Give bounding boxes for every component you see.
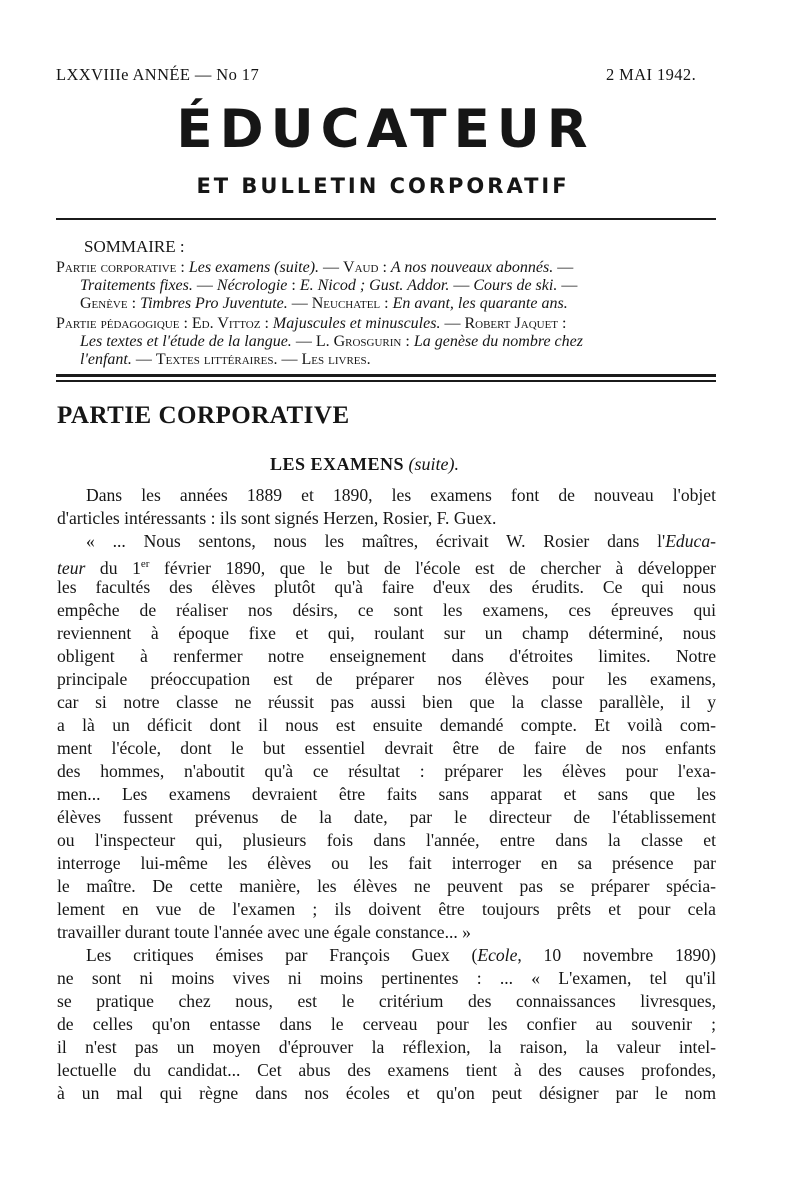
body-line: à un mal qui règne dans nos écoles et qu'on peut désigner par le nom	[57, 1083, 716, 1103]
body-line: se pratique chez nous, est le critérium des connaissances livresques,	[57, 991, 716, 1011]
issue-number: LXXVIIIe ANNÉE — No 17	[56, 65, 260, 84]
double-rule-top	[56, 374, 716, 377]
body-line: des hommes, n'aboutit qu'à ce résultat : préparer les élèves pour l'exa-	[57, 761, 716, 781]
body-line: de celles qu'on entasse dans le cerveau pour les confier au souvenir ;	[57, 1014, 716, 1034]
body-line: le maître. De cette manière, les élèves ne peuvent pas se préparer spécia-	[57, 876, 716, 896]
body-line: teur du 1er février 1890, que le but de l'école est de chercher à développer	[57, 557, 717, 578]
sommaire-line: Partie pédagogique : Ed. Vittoz : Majuscules et minuscules. — Robert Jaquet :	[56, 315, 567, 332]
article-title-suffix: (suite).	[408, 454, 460, 474]
body-line: interroge lui-même les élèves ou les fait interroger en sa présence par	[57, 853, 716, 873]
sommaire-heading: SOMMAIRE :	[84, 237, 185, 256]
body-line: Dans les années 1889 et 1890, les examens font de nouveau l'objet	[86, 485, 716, 505]
article-title-text: LES EXAMENS	[270, 454, 405, 474]
body-line: a là un déficit dont il nous est ensuite demandé compte. Et voilà com-	[57, 715, 716, 735]
body-line: Les critiques émises par François Guex (Ecole, 10 novembre 1890)	[86, 945, 716, 965]
sommaire-line: Genève : Timbres Pro Juventute. — Neuchatel : En avant, les quarante ans.	[80, 295, 568, 312]
body-line: élèves fussent prévenus de la date, par le directeur de l'établissement	[57, 807, 716, 827]
masthead-subtitle: ET BULLETIN CORPORATIF	[196, 174, 570, 198]
sommaire-line: Partie corporative : Les examens (suite). — Vaud : A nos nouveaux abonnés. —	[56, 259, 574, 276]
section-title: PARTIE CORPORATIVE	[57, 402, 350, 429]
body-line: lectuelle du candidat... Cet abus des examens tient à des causes profondes,	[57, 1060, 716, 1080]
sommaire-line: l'enfant. — Textes littéraires. — Les livres.	[80, 351, 371, 368]
body-line: lement en vue de l'examen ; ils doivent être toujours prêts et pour cela	[57, 899, 716, 919]
body-line: empêche de réaliser nos désirs, ce sont les examens, ces épreuves qui	[57, 600, 716, 620]
body-line: men... Les examens devraient être faits sans apparat et sans que les	[57, 784, 716, 804]
masthead-rule	[56, 218, 716, 220]
body-line: d'articles intéressants : ils sont signés Herzen, Rosier, F. Guex.	[57, 508, 497, 528]
body-line: ment l'école, dont le but essentiel devrait être de faire de nos enfants	[57, 738, 716, 758]
double-rule-bottom	[56, 380, 716, 382]
masthead-title: ÉDUCATEUR	[176, 99, 595, 160]
body-line: car si notre classe ne réussit pas aussi bien que la classe parallèle, il y	[57, 692, 716, 712]
issue-date: 2 MAI 1942.	[606, 65, 697, 84]
body-line: obligent à renfermer notre enseignement dans d'étroites limites. Notre	[57, 646, 716, 666]
body-line: les facultés des élèves plutôt qu'à faire d'eux des érudits. Ce qui nous	[57, 577, 716, 597]
sommaire-line: Les textes et l'étude de la langue. — L. Grosgurin : La genèse du nombre chez	[80, 333, 583, 350]
body-line: reviennent à époque fixe et qui, roulant sur un champ déterminé, nous	[57, 623, 716, 643]
body-line: « ... Nous sentons, nous les maîtres, écrivait W. Rosier dans l'Educa-	[86, 531, 716, 551]
body-line: il n'est pas un moyen d'éprouver la réflexion, la raison, la valeur intel-	[57, 1037, 716, 1057]
article-title	[270, 452, 459, 476]
body-line: principale préoccupation est de préparer nos élèves pour les examens,	[57, 669, 716, 689]
body-line: travailler durant toute l'année avec une égale constance... »	[57, 922, 471, 942]
body-line: ou l'inspecteur qui, plusieurs fois dans l'année, entre dans la classe et	[57, 830, 716, 850]
body-line: ne sont ni moins vives ni moins pertinentes : ... « L'examen, tel qu'il	[57, 968, 716, 988]
sommaire-line: Traitements fixes. — Nécrologie : E. Nicod ; Gust. Addor. — Cours de ski. —	[80, 277, 578, 294]
